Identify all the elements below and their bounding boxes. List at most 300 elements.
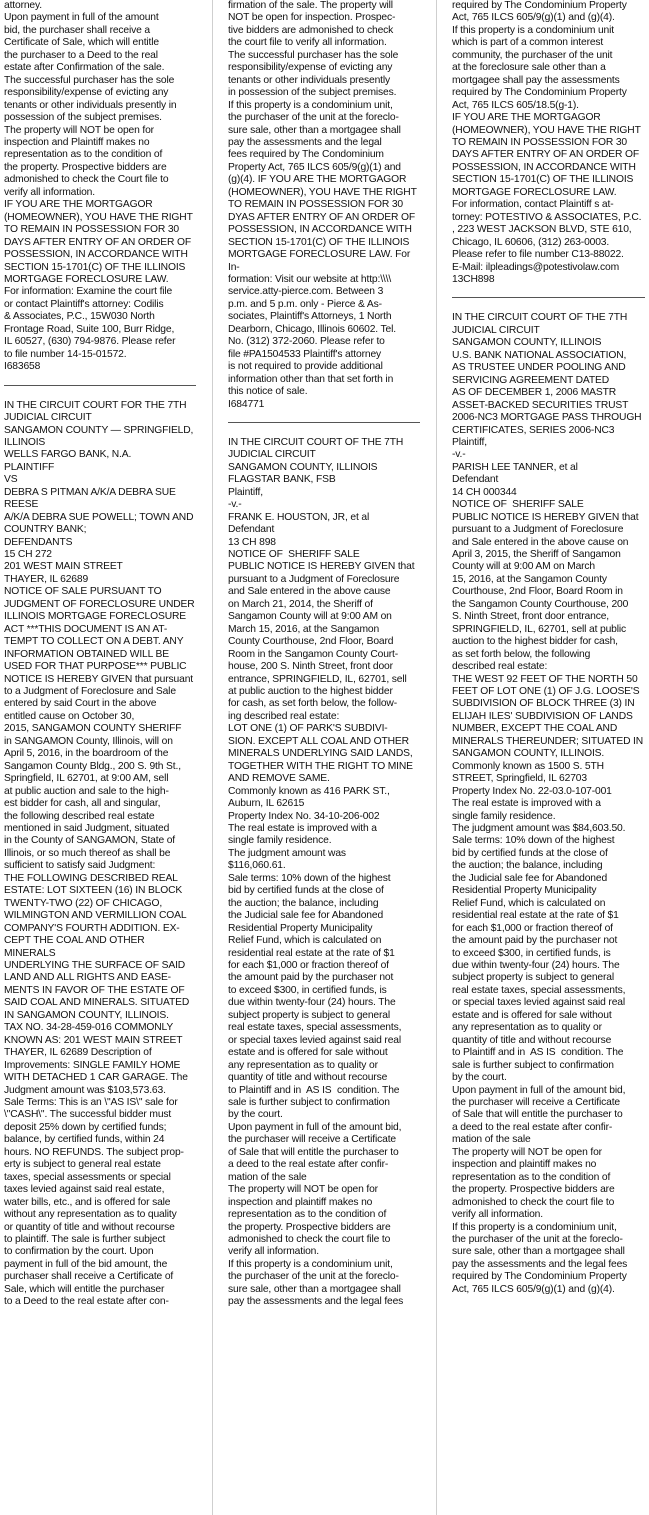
- notice-line: Plaintiff,: [228, 486, 263, 498]
- notice-line: NOT be open for inspection. Prospec-: [228, 12, 396, 24]
- legal-notice-continued: [452, 0, 645, 286]
- notice-line: THE WEST 92 FEET OF THE NORTH 50: [452, 673, 638, 685]
- notice-line: single family residence.: [452, 810, 556, 822]
- notice-line: MINERALS THEREUNDER; SITUATED IN: [452, 735, 644, 747]
- notice-line: Upon payment in full of the amount bid,: [452, 1084, 626, 1096]
- notice-line: IL 60527, (630) 794-9876. Please refer: [4, 336, 176, 348]
- notice-line: WITH DETACHED 1 CAR GARAGE. The: [4, 1072, 188, 1084]
- notice-line: entered by said Court in the above: [4, 698, 157, 710]
- notice-line: firmation of the sale. The property will: [228, 0, 393, 11]
- notice-line: real estate taxes, special assessments,: [452, 984, 626, 996]
- notice-line: residential real estate at the rate of $1: [228, 947, 395, 959]
- notice-line: TO REMAIN IN POSSESSION FOR 30: [452, 136, 627, 148]
- notice-line: required by The Condominium Property: [452, 1271, 627, 1283]
- notice-line: County will at 9:00 AM on March: [452, 561, 596, 573]
- notice-line: Property Index No. 34-10-206-002: [228, 810, 380, 822]
- notice-line: estate after Confirmation of the sale.: [4, 62, 165, 74]
- notice-line: formation: Visit our website at http:\\\\: [228, 273, 392, 285]
- notice-line: NOTICE OF SHERIFF SALE: [228, 549, 360, 561]
- notice-line: taxes levied against said real estate,: [4, 1184, 165, 1196]
- notice-line: and Sale entered in the above cause on: [452, 536, 629, 548]
- notice-line: Act, 765 ILCS 605/9(g)(1) and (g)(4).: [452, 1283, 615, 1295]
- notice-line: the purchaser to a Deed to the real: [4, 49, 158, 61]
- notice-line: tive bidders are admonished to check: [228, 24, 394, 36]
- notice-line: purchaser shall receive a Certificate of: [4, 1271, 174, 1283]
- notice-line: pursuant to a Judgment of Foreclosure: [452, 524, 624, 536]
- notice-line: IN THE CIRCUIT COURT OF THE 7TH: [452, 312, 628, 324]
- notice-line: in possession of the subject premises.: [228, 87, 397, 99]
- notice-line: quantity of title and without recourse: [228, 1072, 388, 1084]
- notice-line: pay the assessments and the legal fees: [452, 1258, 628, 1270]
- notice-line: hours. NO REFUNDS. The subject prop-: [4, 1146, 184, 1158]
- notice-line: -v.-: [452, 449, 466, 461]
- notice-line: pay the assessments and the legal fees: [228, 1296, 404, 1308]
- notice-line: real estate taxes, special assessments,: [228, 1022, 402, 1034]
- notice-line: SECTION 15-1701(C) OF THE ILLINOIS: [228, 236, 410, 248]
- notice-line: (HOMEOWNER), YOU HAVE THE RIGHT: [228, 186, 417, 198]
- notice-line: is not required to provide additional: [228, 361, 383, 373]
- notice-line: LOT ONE (1) OF PARK'S SUBDIVI-: [228, 723, 388, 735]
- notice-line: U.S. BANK NATIONAL ASSOCIATION,: [452, 349, 627, 361]
- legal-notice-continued: [228, 0, 420, 411]
- notice-line: JUDICIAL CIRCUIT: [452, 324, 540, 336]
- notice-line: to confirmation by the court. Upon: [4, 1246, 154, 1258]
- notice-line: If this property is a condominium unit,: [452, 1221, 617, 1233]
- notice-line: WELLS FARGO BANK, N.A.: [4, 449, 132, 461]
- notice-line: DAYS AFTER ENTRY OF AN ORDER OF: [452, 149, 640, 161]
- notice-line: The real estate is improved with a: [452, 798, 601, 810]
- legal-notice-continued: [4, 0, 196, 374]
- notice-line: sure sale, other than a mortgagee shall: [228, 1283, 401, 1295]
- notice-line: (g)(4). IF YOU ARE THE MORTGAGOR: [228, 174, 407, 186]
- notice-line: POSSESSION, IN ACCORDANCE WITH: [4, 249, 188, 261]
- notice-line: quantity of title and without recourse: [452, 1034, 612, 1046]
- notice-line: CERTIFICATES, SERIES 2006-NC3: [452, 424, 615, 436]
- notice-line: SANGAMON COUNTY — SPRINGFIELD,: [4, 424, 194, 436]
- legal-notice-wells-fargo: [4, 400, 196, 1309]
- notice-line: Certificate of Sale, which will entitle: [4, 37, 159, 49]
- notice-line: to exceed $300, in certified funds, is: [452, 947, 611, 959]
- notice-line: sale is further subject to confirmation: [228, 1096, 390, 1108]
- notice-line: sufficient to satisfy said Judgment:: [4, 860, 156, 872]
- notice-line: due within twenty-four (24) hours. The: [452, 959, 620, 971]
- notice-line: for each $1,000 or fraction thereof of: [452, 922, 613, 934]
- notice-line: FLAGSTAR BANK, FSB: [228, 474, 336, 486]
- notice-line: CEPT THE COAL AND OTHER MINERALS: [4, 935, 148, 959]
- notice-line: VS: [4, 474, 18, 486]
- notice-line: JUDGMENT OF FORECLOSURE UNDER: [4, 598, 195, 610]
- column-2: [228, 0, 420, 1309]
- notice-line: SECTION 15-1701(C) OF THE ILLINOIS: [4, 261, 186, 273]
- notice-line: to a Judgment of Foreclosure and Sale: [4, 686, 176, 698]
- notice-line: 14 CH 000344: [452, 486, 517, 498]
- notice-line: SECTION 15-1701(C) OF THE ILLINOIS: [452, 174, 634, 186]
- notice-line: subject property is subject to general: [228, 1009, 391, 1021]
- notice-line: No. (312) 372-2060. Please refer to: [228, 336, 385, 348]
- notice-line: ing described real estate:: [228, 710, 340, 722]
- notice-line: the auction; the balance, including: [452, 860, 603, 872]
- notice-line: & Associates, P.C., 15W030 North: [4, 311, 155, 323]
- notice-line: sure sale, other than a mortgagee shall: [228, 124, 401, 136]
- notice-line: If this property is a condominium unit,: [228, 1258, 393, 1270]
- notice-line: deposit 25% down by certified funds;: [4, 1121, 167, 1133]
- notice-line: estate and is offered for sale without: [228, 1047, 388, 1059]
- notice-line: admonished to check the court file to: [452, 1196, 615, 1208]
- notice-line: TO REMAIN IN POSSESSION FOR 30: [4, 224, 179, 236]
- notice-line: IF YOU ARE THE MORTGAGOR: [452, 112, 601, 124]
- notice-line: of Sale that will entitle the purchaser to: [228, 1146, 399, 1158]
- notice-line: FRANK E. HOUSTON, JR, et al: [228, 511, 370, 523]
- notice-line: service.atty-pierce.com. Between 3: [228, 286, 384, 298]
- notice-line: Defendant: [228, 524, 275, 536]
- notice-line: THAYER, IL 62689 Description of: [4, 1047, 152, 1059]
- notice-line: 2006-NC3 MORTGAGE PASS THROUGH: [452, 412, 642, 424]
- notice-line: SANGAMON COUNTY, ILLINOIS: [452, 337, 602, 349]
- notice-line: this notice of sale.: [228, 386, 308, 398]
- notice-line: responsibility/expense of evicting any: [4, 87, 169, 99]
- notice-line: TO REMAIN IN POSSESSION FOR 30: [228, 199, 403, 211]
- notice-line: Residential Property Municipality: [228, 922, 373, 934]
- notice-line: I683658: [4, 361, 41, 373]
- notice-line: TEMPT TO COLLECT ON A DEBT. ANY: [4, 636, 184, 648]
- notice-line: sure sale, other than a mortgagee shall: [452, 1246, 625, 1258]
- notice-line: ASSET-BACKED SECURITIES TRUST: [452, 399, 629, 411]
- notice-line: or special taxes levied against said real: [452, 997, 626, 1009]
- notice-line: inspection and Plaintiff makes no: [4, 136, 150, 148]
- notice-line: representation as to the condition of: [4, 149, 163, 161]
- notice-line: April 3, 2015, the Sheriff of Sangamon: [452, 549, 621, 561]
- notice-line: ELIJAH ILES' SUBDIVISION OF LANDS: [452, 710, 633, 722]
- notice-line: Upon payment in full of the amount: [4, 12, 159, 24]
- notice-line: any representation as to quality or: [452, 1022, 602, 1034]
- notice-line: taxes, special assessments or special: [4, 1171, 171, 1183]
- notice-line: any representation as to quality or: [228, 1059, 378, 1071]
- notice-line: a deed to the real estate after confir-: [452, 1121, 613, 1133]
- notice-line: DEBRA S PITMAN A/K/A DEBRA SUE: [4, 486, 176, 498]
- notice-line: \"CASH\". The successful bidder must: [4, 1109, 172, 1121]
- notice-line: Relief Fund, which is calculated on: [452, 897, 606, 909]
- notice-line: The property will NOT be open for: [228, 1184, 378, 1196]
- notice-line: 2015, SANGAMON COUNTY SHERIFF: [4, 723, 182, 735]
- notice-line: tenants or other individuals presently: [228, 74, 391, 86]
- notice-line: (HOMEOWNER), YOU HAVE THE RIGHT: [4, 211, 193, 223]
- notice-line: THAYER, IL 62689: [4, 573, 89, 585]
- notice-line: PARISH LEE TANNER, et al: [452, 461, 578, 473]
- notice-line: Commonly known as 1500 S. 5TH: [452, 760, 604, 772]
- notice-line: or contact Plaintiff's attorney: Codilis: [4, 298, 164, 310]
- notice-line: for cash, as set forth below, the follow-: [228, 698, 397, 710]
- notice-line: file #PA1504533 Plaintiff's attorney: [228, 348, 382, 360]
- notice-line: tenants or other individuals presently in: [4, 99, 177, 111]
- notice-line: THE FOLLOWING DESCRIBED REAL: [4, 872, 178, 884]
- notice-line: inspection and plaintiff makes no: [452, 1159, 597, 1171]
- notice-line: to Plaintiff and in AS IS condition. The: [452, 1047, 624, 1059]
- notice-line: LAND AND ALL RIGHTS AND EASE-: [4, 972, 171, 984]
- notice-line: COUNTRY BANK;: [4, 524, 87, 536]
- notice-line: Improvements: SINGLE FAMILY HOME: [4, 1059, 181, 1071]
- notice-line: erty is subject to general real estate: [4, 1159, 161, 1171]
- notice-line: in the County of SANGAMON, State of: [4, 835, 176, 847]
- notice-line: pay the assessments and the legal: [228, 136, 382, 148]
- notice-line: MORTGAGE FORECLOSURE LAW. For In-: [228, 249, 413, 273]
- notice-line: INFORMATION OBTAINED WILL BE: [4, 648, 169, 660]
- notice-line: IN THE CIRCUIT COURT FOR THE 7TH: [4, 399, 187, 411]
- notice-line: April 5, 2016, in the boardroom of the: [4, 748, 169, 760]
- notice-line: SANGAMON COUNTY, ILLINOIS.: [452, 748, 605, 760]
- notice-line: single family residence.: [228, 835, 332, 847]
- notice-line: AS OF DECEMBER 1, 2006 MASTR: [452, 387, 617, 399]
- notice-line: Act, 765 ILCS 605/9(g)(1) and (g)(4).: [452, 12, 615, 24]
- notice-line: S. Ninth Street, front door entrance,: [452, 611, 609, 623]
- notice-line: representation as to the condition of: [452, 1171, 611, 1183]
- notice-line: KNOWN AS: 201 WEST MAIN STREET: [4, 1034, 183, 1046]
- notice-line: MINERALS UNDERLYING SAID LANDS,: [228, 748, 413, 760]
- notice-line: DAYS AFTER ENTRY OF AN ORDER OF: [4, 236, 192, 248]
- notice-line: WILMINGTON AND VERMILLION COAL: [4, 910, 187, 922]
- notice-line: MORTGAGE FORECLOSURE LAW.: [452, 186, 617, 198]
- notice-line: JUDICIAL CIRCUIT: [4, 412, 92, 424]
- notice-line: The successful purchaser has the sole: [228, 49, 399, 61]
- notice-line: TOGETHER WITH THE RIGHT TO MINE: [228, 760, 413, 772]
- notice-line: The judgment amount was: [228, 847, 346, 859]
- column-1: [4, 0, 196, 1309]
- notice-line: Residential Property Municipality: [452, 885, 597, 897]
- notice-line: the property. Prospective bidders are: [4, 161, 167, 173]
- notice-line: NUMBER, EXCEPT THE COAL AND: [452, 723, 618, 735]
- notice-line: ILLINOIS: [4, 436, 46, 448]
- notice-line: Judgment amount was $103,573.63.: [4, 1084, 166, 1096]
- column-divider: [212, 0, 213, 1515]
- notice-line: the court file to verify all information.: [228, 37, 387, 49]
- notice-line: mation of the sale: [228, 1171, 307, 1183]
- notice-line: Commonly known as 416 PARK ST.,: [228, 785, 390, 797]
- notice-line: AND REMOVE SAME.: [228, 773, 330, 785]
- notice-line: house, 200 S. Ninth Street, front door: [228, 661, 393, 673]
- notice-separator: [452, 297, 645, 298]
- notice-separator: [4, 385, 196, 386]
- notice-line: to plaintiff. The sale is further subject: [4, 1233, 166, 1245]
- notice-line: the auction; the balance, including: [228, 897, 379, 909]
- notice-line: the purchaser will receive a Certificate: [228, 1134, 396, 1146]
- notice-line: 201 WEST MAIN STREET: [4, 561, 123, 573]
- notice-line: $116,060.61.: [228, 860, 286, 872]
- notice-line: 15 CH 272: [4, 549, 52, 561]
- notice-line: SERVICING AGREEMENT DATED: [452, 374, 610, 386]
- notice-line: pursuant to a Judgment of Foreclosure: [228, 573, 400, 585]
- notice-line: Sangamon County will at 9:00 AM on: [228, 611, 392, 623]
- notice-line: COMPANY'S FOURTH ADDITION. EX-: [4, 922, 180, 934]
- notice-line: PUBLIC NOTICE IS HEREBY GIVEN that: [228, 561, 415, 573]
- notice-line: I684771: [228, 398, 265, 410]
- notice-line: Sale Terms: This is an \"AS IS\" sale for: [4, 1096, 178, 1108]
- notice-line: sale is further subject to confirmation: [452, 1059, 614, 1071]
- notice-line: verify all information.: [452, 1209, 543, 1221]
- notice-line: STREET, Springfield, IL 62703: [452, 773, 587, 785]
- notice-line: The property will NOT be open for: [452, 1146, 602, 1158]
- notice-line: TAX NO. 34-28-459-016 COMMONLY: [4, 1022, 174, 1034]
- notice-line: admonished to check the Court file to: [4, 174, 169, 186]
- notice-line: -v.-: [228, 499, 242, 511]
- notice-line: the property. Prospective bidders are: [452, 1184, 615, 1196]
- notice-line: at the foreclosure sale other than a: [452, 62, 606, 74]
- notice-line: to exceed $300, in certified funds, is: [228, 984, 387, 996]
- notice-line: ACT ***THIS DOCUMENT IS AN AT-: [4, 623, 168, 635]
- notice-line: which is part of a common interest: [452, 37, 604, 49]
- notice-line: 13CH898: [452, 273, 495, 285]
- notice-line: For information, contact Plaintiff s at-: [452, 199, 614, 211]
- notice-line: DEFENDANTS: [4, 536, 73, 548]
- notice-line: torney: POTESTIVO & ASSOCIATES, P.C.: [452, 211, 642, 223]
- notice-line: at public auction and sale to the high-: [4, 785, 169, 797]
- notice-line: Property Act, 765 ILCS 605/9(g)(1) and: [228, 161, 401, 173]
- notice-line: the Judicial sale fee for Abandoned: [452, 872, 608, 884]
- notice-line: the purchaser will receive a Certificate: [452, 1096, 620, 1108]
- notice-line: POSSESSION, IN ACCORDANCE WITH: [452, 161, 636, 173]
- notice-line: to file number 14-15-01572.: [4, 348, 127, 360]
- notice-line: as set forth below, the following: [452, 648, 591, 660]
- notice-line: without any representation as to quality: [4, 1209, 177, 1221]
- notice-line: community, the purchaser of the unit: [452, 49, 613, 61]
- notice-line: a deed to the real estate after confir-: [228, 1159, 389, 1171]
- notice-line: Illinois, or so much thereof as shall be: [4, 847, 171, 859]
- notice-line: verify all information.: [4, 186, 95, 198]
- column-divider: [436, 0, 437, 1515]
- notice-line: Sale terms: 10% down of the highest: [228, 872, 391, 884]
- notice-line: The judgment amount was $84,603.50.: [452, 823, 626, 834]
- notice-line: (HOMEOWNER), YOU HAVE THE RIGHT: [452, 124, 641, 136]
- notice-line: auction to the highest bidder for cash,: [452, 636, 618, 648]
- notice-line: or quantity of title and without recourse: [4, 1221, 175, 1233]
- notice-line: the Sangamon County Courthouse, 200: [452, 598, 629, 610]
- notice-line: representation as to the condition of: [228, 1209, 387, 1221]
- notice-line: Courthouse, 2nd Floor, Board Room in: [452, 586, 623, 598]
- notice-line: Act, 765 ILCS 605/18.5(g-1).: [452, 99, 579, 111]
- notice-line: NOTICE IS HEREBY GIVEN that pursuant: [4, 673, 193, 685]
- notice-line: FEET OF LOT ONE (1) OF J.G. LOOSE'S: [452, 686, 640, 698]
- notice-line: mation of the sale: [452, 1134, 531, 1146]
- notice-line: DYAS AFTER ENTRY OF AN ORDER OF: [228, 211, 416, 223]
- notice-line: possession of the subject premises.: [4, 112, 162, 124]
- notice-line: Dearborn, Chicago, Illinois 60602. Tel.: [228, 323, 396, 335]
- notice-line: the purchaser of the unit at the foreclo-: [228, 1271, 399, 1283]
- notice-line: the property. Prospective bidders are: [228, 1221, 391, 1233]
- notice-line: the amount paid by the purchaser not: [228, 972, 394, 984]
- notice-line: SAID COAL AND MINERALS. SITUATED: [4, 997, 190, 1009]
- notice-line: AS TRUSTEE UNDER POOLING AND: [452, 362, 626, 374]
- notice-line: REESE: [4, 499, 39, 511]
- notice-line: Chicago, IL 60606, (312) 263-0003.: [452, 236, 610, 248]
- notice-line: described real estate:: [452, 661, 548, 673]
- notice-line: NOTICE OF SALE PURSUANT TO: [4, 586, 162, 598]
- notice-line: fees required by The Condominium: [228, 149, 384, 161]
- notice-line: mentioned in said Judgment, situated: [4, 823, 170, 834]
- notice-line: JUDICIAL CIRCUIT: [228, 449, 316, 461]
- notice-line: Sangamon County Bldg., 200 S. 9th St.,: [4, 760, 181, 772]
- notice-line: A/K/A DEBRA SUE POWELL; TOWN AND: [4, 511, 194, 523]
- notice-line: TWENTY-TWO (22) OF CHICAGO,: [4, 897, 163, 909]
- legal-notice-us-bank: [452, 312, 645, 1296]
- notice-line: by the court.: [228, 1109, 283, 1121]
- notice-line: on March 21, 2014, the Sheriff of: [228, 598, 373, 610]
- notice-line: mortgagee shall pay the assessments: [452, 74, 620, 86]
- notice-line: , 223 WEST JACKSON BLVD, STE 610,: [452, 224, 632, 236]
- notice-line: MORTGAGE FORECLOSURE LAW.: [4, 273, 169, 285]
- notice-line: due within twenty-four (24) hours. The: [228, 997, 396, 1009]
- notice-line: The successful purchaser has the sole: [4, 74, 175, 86]
- notice-line: the amount paid by the purchaser not: [452, 935, 618, 947]
- notice-line: Sale terms: 10% down of the highest: [452, 835, 615, 847]
- notice-line: March 15, 2016, at the Sangamon: [228, 623, 380, 635]
- notice-line: balance, by certified funds, within 24: [4, 1134, 165, 1146]
- notice-line: If this property is a condominium unit,: [228, 99, 393, 111]
- notice-line: E-Mail: ilpleadings@potestivolaw.com: [452, 261, 620, 273]
- notice-line: the following described real estate: [4, 810, 155, 822]
- notice-line: Room in the Sangamon County Court-: [228, 648, 399, 660]
- notice-line: County Courthouse, 2nd Floor, Board: [228, 636, 394, 648]
- notice-line: the purchaser of the unit at the foreclo-: [452, 1233, 623, 1245]
- notice-line: For information: Examine the court file: [4, 286, 173, 298]
- notice-line: inspection and plaintiff makes no: [228, 1196, 373, 1208]
- notice-line: the purchaser of the unit at the foreclo-: [228, 112, 399, 124]
- notice-line: to Plaintiff and in AS IS condition. The: [228, 1084, 400, 1096]
- notice-line: estate and is offered for sale without: [452, 1009, 612, 1021]
- notice-line: attorney.: [4, 0, 42, 11]
- notice-line: PUBLIC NOTICE IS HEREBY GIVEN that: [452, 511, 639, 523]
- notice-line: Please refer to file number C13-88022.: [452, 249, 624, 261]
- notice-line: SUBDIVISION OF BLOCK THREE (3) IN: [452, 698, 635, 710]
- notice-line: IN SANGAMON COUNTY, ILLINOIS.: [4, 1009, 169, 1021]
- notice-line: Upon payment in full of the amount bid,: [228, 1121, 402, 1133]
- notice-line: ESTATE: LOT SIXTEEN (16) IN BLOCK: [4, 885, 183, 897]
- notice-line: in SANGAMON County, Illinois, will on: [4, 735, 173, 747]
- notice-line: water bills, etc., and is offered for sale: [4, 1196, 171, 1208]
- notice-separator: [228, 422, 420, 423]
- notice-line: subject property is subject to general: [452, 972, 615, 984]
- notice-line: bid, the purchaser shall receive a: [4, 24, 151, 36]
- notice-line: sociates, Plaintiff's Attorneys, 1 North: [228, 311, 392, 323]
- notice-line: IN THE CIRCUIT COURT OF THE 7TH: [228, 436, 404, 448]
- notice-line: The real estate is improved with a: [228, 823, 377, 834]
- notice-line: Sale, which will entitle the purchaser: [4, 1283, 165, 1295]
- notice-line: of Sale that will entitle the purchaser to: [452, 1109, 623, 1121]
- notice-line: Frontage Road, Suite 100, Burr Ridge,: [4, 323, 175, 335]
- notice-line: 13 CH 898: [228, 536, 276, 548]
- notice-line: bid by certified funds at the close of: [228, 885, 384, 897]
- notice-line: POSSESSION, IN ACCORDANCE WITH: [228, 224, 412, 236]
- notice-line: required by The Condominium Property: [452, 0, 627, 11]
- notice-line: IF YOU ARE THE MORTGAGOR: [4, 199, 153, 211]
- notice-line: Springfield, IL 62701, at 9:00 AM, sell: [4, 773, 169, 785]
- notice-line: ILLINOIS MORTGAGE FORECLOSURE: [4, 611, 186, 623]
- notice-line: residential real estate at the rate of $1: [452, 910, 619, 922]
- notice-line: entrance, SPRINGFIELD, IL, 62701, sell: [228, 673, 407, 685]
- notice-line: responsibility/expense of evicting any: [228, 62, 393, 74]
- notice-line: The property will NOT be open for: [4, 124, 154, 136]
- notice-line: and Sale entered in the above cause: [228, 586, 391, 598]
- notice-line: UNDERLYING THE SURFACE OF SAID: [4, 959, 186, 971]
- notice-line: entitled cause on October 30,: [4, 710, 135, 722]
- notice-line: verify all information.: [228, 1246, 319, 1258]
- notice-line: SPRINGFIELD, IL, 62701, sell at public: [452, 623, 627, 635]
- notice-line: or special taxes levied against said real: [228, 1034, 402, 1046]
- notice-line: SION. EXCEPT ALL COAL AND OTHER: [228, 735, 409, 747]
- notice-line: Relief Fund, which is calculated on: [228, 935, 382, 947]
- notice-line: Property Index No. 22-03.0-107-001: [452, 785, 612, 797]
- notice-line: If this property is a condominium unit: [452, 24, 614, 36]
- notice-line: Auburn, IL 62615: [228, 798, 305, 810]
- legal-notice-flagstar: [228, 437, 420, 1309]
- notice-line: by the court.: [452, 1072, 507, 1084]
